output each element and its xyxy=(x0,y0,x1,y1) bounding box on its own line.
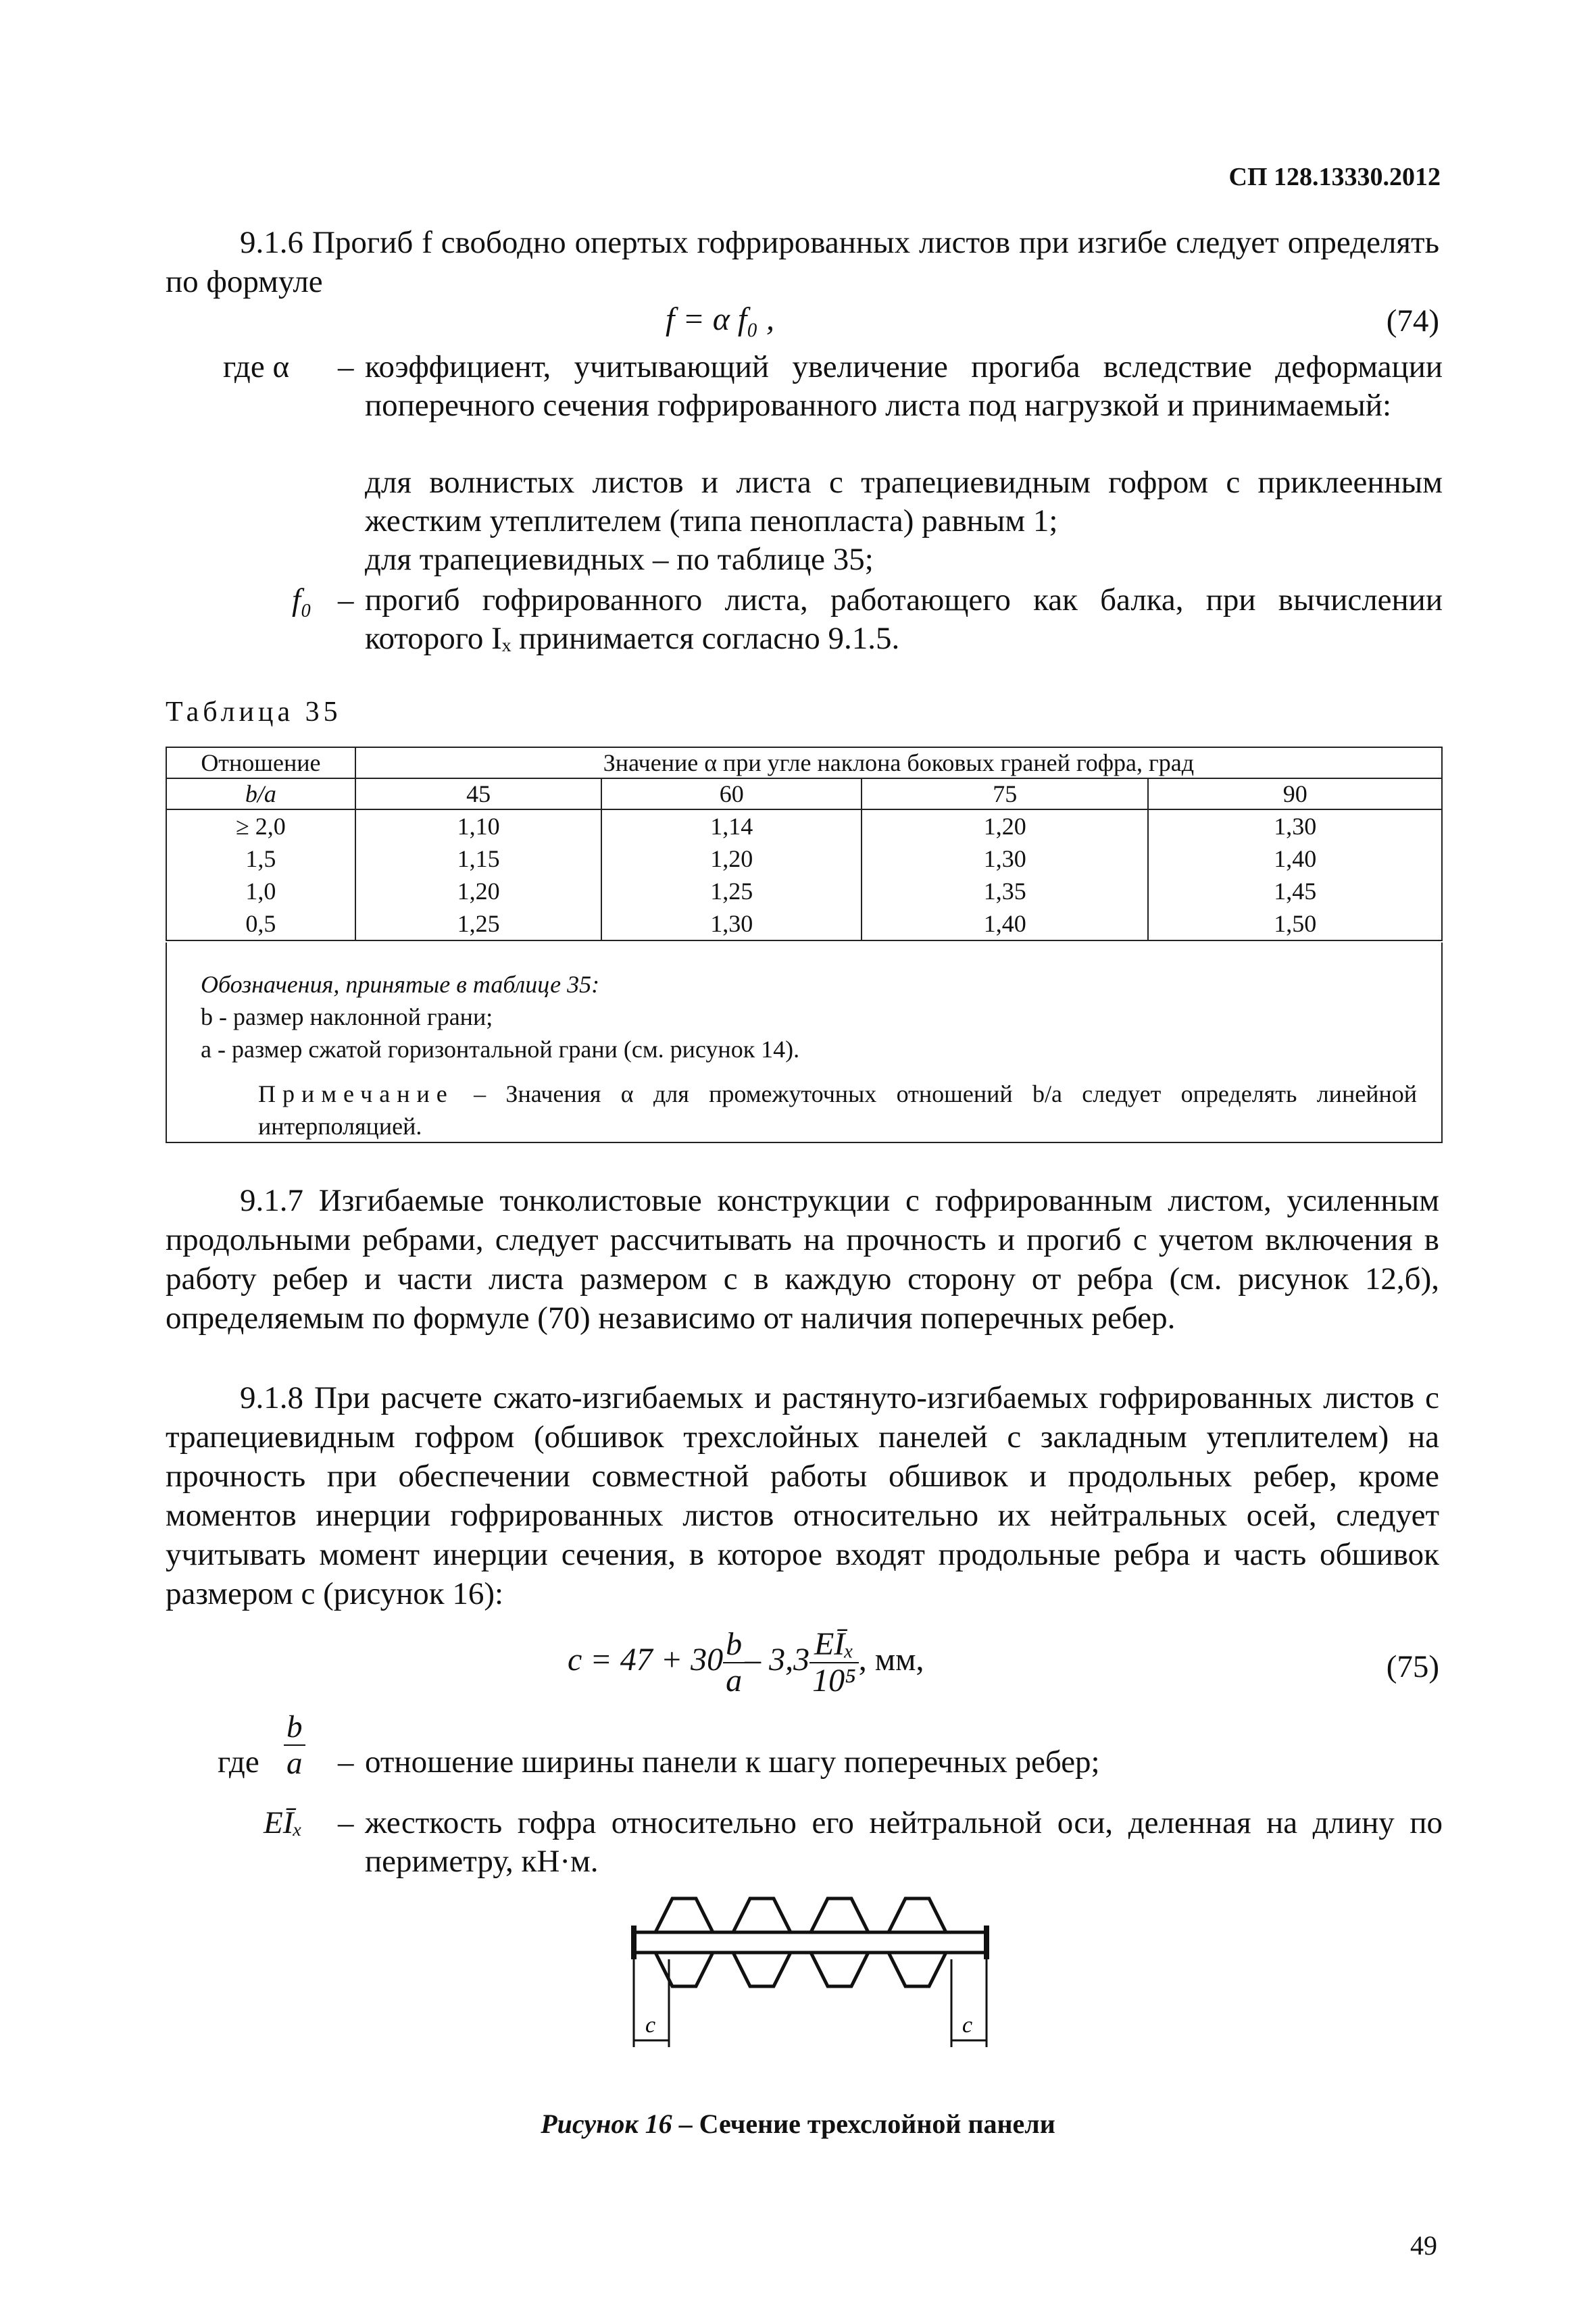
equation-number-74: (74) xyxy=(1386,303,1439,338)
definitions-9-1-8: где $\frac{b}{a}$ – отношение ширины панели к шагу поперечных ребер; EĪₓ – жесткость гофра относительно его нейтральной оси, деленная на длину по периметру, кН·м. xyxy=(0,1709,1596,1885)
section-9-1-6-intro: 9.1.6 Прогиб f свободно опертых гофрированных листов при изгибе следует определять по формуле xyxy=(166,225,1439,299)
bottom-corrugated-sheet xyxy=(634,1953,987,1986)
table-header-angle: 60 xyxy=(601,778,862,809)
section-9-1-8: 9.1.8 При расчете сжато-изгибаемых и растянуто-изгибаемых гофрированных листов с трапециевидным гофром (обшивок трехслойных панелей с закладным утеплителем) на прочность при обеспечении совместной работы обшивок и продольных ребер, кроме моментов инерции гофрированных листов относительно их нейтральных осей, следует учитывать момент инерции сечения, в которое входят продольные ребра и часть обшивок размером c (рисунок 16): xyxy=(166,1380,1439,1611)
formula-74: f = α f₀ , xyxy=(666,301,774,337)
table-header-angle: 90 xyxy=(1148,778,1442,809)
table-header-angle: 45 xyxy=(355,778,602,809)
alpha-case-1: для волнистых листов и листа с трапециевидным гофром с приклеенным жестким утеплителем (типа пенопласта) равным 1; xyxy=(365,465,1443,538)
top-corrugated-sheet xyxy=(634,1898,987,1932)
formula-75: c = 47 + 30 $\frac{b}{a}$ – 3,3 $\frac{\text{EĪₓ}}{\text{10⁵}}$ , мм, xyxy=(568,1626,924,1699)
table-row: 1,5 1,15 1,20 1,30 1,40 xyxy=(166,842,1442,875)
document-id: СП 128.13330.2012 xyxy=(1228,163,1441,191)
table-caption: Таблица 35 xyxy=(166,697,342,728)
definitions-9-1-6: где α – коэффициент, учитывающий увеличение прогиба вследствие деформации поперечного сечения гофрированного листа под нагрузкой и принимаемый: для волнистых листов и листа с трапециевидным гофром с приклеенным жестким утеплителем (типа пенопласта) равным 1; для трапециевидных – по таблице 35; f₀ – прогиб гофрированного листа, работающего как балка, при вычислении которого Iₓ принимается согласно 9.1.5. xyxy=(0,348,1596,665)
legend-a: a - размер сжатой горизонтальной грани (см. рисунок 14). xyxy=(201,1036,800,1063)
table-row: ≥ 2,0 1,10 1,14 1,20 1,30 xyxy=(166,809,1442,842)
symbol-b-over-a: $\frac{b}{a}$ xyxy=(284,1709,305,1781)
legend-b: b - размер наклонной грани; xyxy=(201,1003,493,1030)
table-35 xyxy=(166,747,1443,941)
table-header-angle: 75 xyxy=(862,778,1149,809)
table-row: 0,5 1,25 1,30 1,40 1,50 xyxy=(166,907,1442,940)
f0-definition: прогиб гофрированного листа, работающего как балка, при вычислении которого Iₓ принимается согласно 9.1.5. xyxy=(365,582,1443,656)
section-9-1-7: 9.1.7 Изгибаемые тонколистовые конструкции с гофрированным листом, усиленным продольными ребрами, следует рассчитывать на прочность и прогиб с учетом включения в работу ребер и части листа размером c в каждую сторону от ребра (см. рисунок 12,б), определяемым по формуле (70) независимо от наличия поперечных ребер. xyxy=(166,1183,1439,1336)
ba-definition: отношение ширины панели к шагу поперечных ребер; xyxy=(365,1744,1100,1780)
symbol-ei: EĪₓ xyxy=(264,1805,303,1840)
alpha-definition: коэффициент, учитывающий увеличение прогиба вследствие деформации поперечного сечения гофрированного листа под нагрузкой и принимаемый: xyxy=(365,349,1443,423)
word-where: где xyxy=(218,1744,259,1780)
page-number: 49 xyxy=(1410,2230,1437,2261)
figure-caption: Рисунок 16 – Сечение трехслойной панели xyxy=(541,2109,1055,2139)
equation-number-75: (75) xyxy=(1386,1649,1439,1684)
alpha-case-2: для трапециевидных – по таблице 35; xyxy=(365,542,874,577)
table-note: Примечание – Значения α для промежуточных отношений b/a следует определять линейной интерполяцией. xyxy=(258,1080,1417,1140)
table-header-ba: b/a xyxy=(166,778,355,809)
symbol-f0: f₀ xyxy=(292,582,312,618)
dimension-c-right: c xyxy=(962,2013,973,2038)
dimension-c-left: c xyxy=(645,2013,656,2038)
legend-title: Обозначения, принятые в таблице 35: xyxy=(201,971,600,998)
table-header-group: Значение α при угле наклона боковых граней гофра, град xyxy=(355,747,1442,778)
figure-16-panel-section xyxy=(622,1878,1000,2094)
table-row: 1,0 1,20 1,25 1,35 1,45 xyxy=(166,875,1442,907)
ei-definition: жесткость гофра относительно его нейтральной оси, деленная на длину по периметру, кН·м. xyxy=(365,1805,1443,1879)
table-header-ratio: Отношение xyxy=(166,747,355,778)
table-notes xyxy=(166,942,1443,1143)
symbol-alpha: где α xyxy=(223,349,290,384)
